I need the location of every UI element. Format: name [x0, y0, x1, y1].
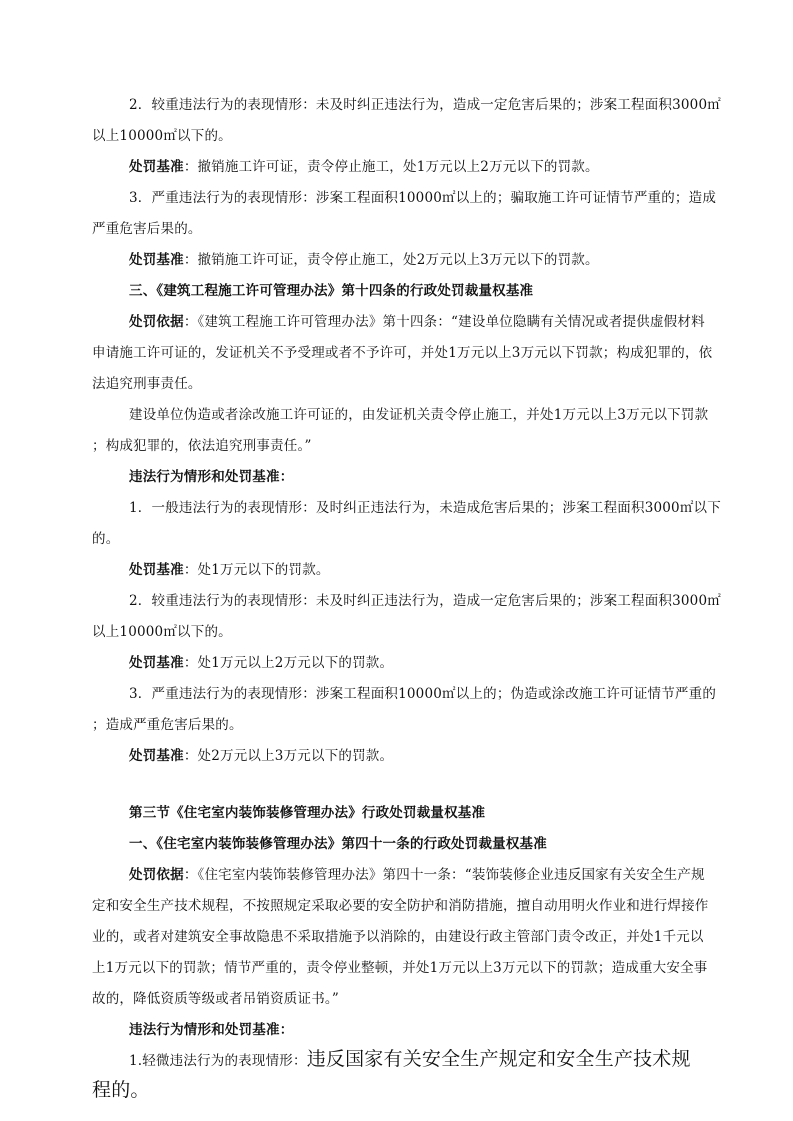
paragraph-continuation — [92, 891, 712, 922]
heading-text: 三、《建筑工程施工许可管理办法》第十四条的行政处罚裁量权基准 — [129, 283, 534, 299]
text-line: 建设单位伪造或者涂改施工许可证的，由发证机关责令停止施工，并处1万元以上3万元以下罚款 — [129, 407, 709, 423]
text-line: ：《住宅室内装饰装修管理办法》第四十一条：“装饰装修企业违反国家有关安全生产规 — [183, 867, 705, 883]
heading-text: 一、《住宅室内装饰装修管理办法》第四十一条的行政处罚裁量权基准 — [129, 836, 547, 852]
text-line: 3．严重违法行为的表现情形：涉案工程面积10000㎡以上的；骗取施工许可证情节严重的；造成 — [129, 190, 717, 206]
text-line: ：《建筑工程施工许可管理办法》第十四条：“建设单位隐瞒有关情况或者提供虚假材料 — [183, 314, 705, 330]
bold-label: 处罚依据 — [129, 314, 184, 330]
text-line: 的。 — [92, 531, 120, 547]
paragraph-continuation — [92, 1075, 712, 1106]
paragraph-continuation — [92, 617, 712, 648]
text-line: 1.轻微违法行为的表现情形： — [129, 1053, 307, 1069]
bold-label: 处罚基准 — [129, 252, 184, 268]
text-line: 以上10000㎡以下的。 — [92, 624, 232, 640]
text-line: 严重危害后果的。 — [92, 221, 202, 237]
paragraph-continuation — [92, 953, 712, 984]
text-line: 2．较重违法行为的表现情形：未及时纠正违法行为，造成一定危害后果的；涉案工程面积3000㎡ — [129, 593, 721, 609]
bold-label: 处罚基准 — [129, 562, 184, 578]
paragraph — [92, 400, 712, 431]
heading-text: 违法行为情形和处罚基准： — [129, 469, 294, 485]
text-line: 以上10000㎡以下的。 — [92, 128, 232, 144]
subheading — [92, 1015, 712, 1046]
paragraph-continuation — [92, 922, 712, 953]
text-line: ：撤销施工许可证，责令停止施工，处2万元以上3万元以下的罚款。 — [183, 252, 599, 268]
penalty-standard — [92, 152, 712, 183]
paragraph — [92, 183, 717, 214]
heading-text: 第三节《住宅室内装饰装修管理办法》行政处罚裁量权基准 — [129, 805, 486, 821]
text-line-large: 违反国家有关安全生产规定和安全生产技术规 — [306, 1048, 691, 1070]
text-line: ；造成严重危害后果的。 — [92, 717, 243, 733]
text-line: 定和安全生产技术规程，不按照规定采取必要的安全防护和消防措施，擅自动用明火作业和进行焊接作 — [92, 898, 709, 914]
bold-label: 处罚基准 — [129, 655, 184, 671]
paragraph — [92, 1044, 712, 1077]
penalty-standard — [92, 245, 712, 276]
paragraph — [92, 679, 717, 710]
bold-label: 处罚基准 — [129, 159, 184, 175]
text-line: ；构成犯罪的，依法追究刑事责任。” — [92, 438, 312, 454]
paragraph-continuation — [92, 121, 712, 152]
paragraph — [92, 586, 721, 617]
heading-text: 违法行为情形和处罚基准： — [129, 1022, 294, 1038]
text-line: 业的，或者对建筑安全事故隐患不采取措施予以消除的，由建设行政主管部门责令改正，并处1千元以 — [92, 929, 704, 945]
text-line: 3．严重违法行为的表现情形：涉案工程面积10000㎡以上的；伪造或涂改施工许可证情节严重的 — [129, 686, 717, 702]
paragraph — [92, 90, 721, 121]
text-line: 法追究刑事责任。 — [92, 376, 202, 392]
section-heading — [92, 798, 712, 829]
bold-label: 处罚基准 — [129, 748, 184, 764]
text-line: 故的，降低资质等级或者吊销资质证书。” — [92, 991, 339, 1007]
text-line-large: 程的。 — [92, 1079, 150, 1101]
penalty-standard — [92, 555, 712, 586]
paragraph — [92, 493, 721, 524]
penalty-standard — [92, 741, 712, 772]
penalty-basis — [92, 307, 712, 338]
paragraph-continuation — [92, 984, 712, 1015]
paragraph-continuation — [92, 369, 712, 400]
section-heading — [92, 276, 712, 307]
paragraph-continuation — [92, 214, 712, 245]
text-line: ：撤销施工许可证，责令停止施工，处1万元以上2万元以下的罚款。 — [183, 159, 599, 175]
text-line: ：处2万元以上3万元以下的罚款。 — [183, 748, 394, 764]
paragraph-continuation — [92, 524, 712, 555]
text-line: 2．较重违法行为的表现情形：未及时纠正违法行为，造成一定危害后果的；涉案工程面积3000㎡ — [129, 97, 721, 113]
text-line: 上1万元以下的罚款；情节严重的，责令停业整顿，并处1万元以上3万元以下的罚款；造成重大安全事 — [92, 960, 708, 976]
section-heading — [92, 829, 712, 860]
subheading — [92, 462, 712, 493]
paragraph-continuation — [92, 710, 712, 741]
text-line: ：处1万元以下的罚款。 — [183, 562, 330, 578]
bold-label: 处罚依据 — [129, 867, 184, 883]
penalty-basis — [92, 860, 712, 891]
penalty-standard — [92, 648, 712, 679]
text-line: 申请施工许可证的，发证机关不予受理或者不予许可，并处1万元以上3万元以下罚款；构成犯罪的，依 — [92, 345, 713, 361]
paragraph-continuation — [92, 431, 712, 462]
paragraph-continuation — [92, 338, 712, 369]
text-line: ：处1万元以上2万元以下的罚款。 — [183, 655, 394, 671]
text-line: 1．一般违法行为的表现情形：及时纠正违法行为，未造成危害后果的；涉案工程面积3000㎡以下 — [129, 500, 721, 516]
